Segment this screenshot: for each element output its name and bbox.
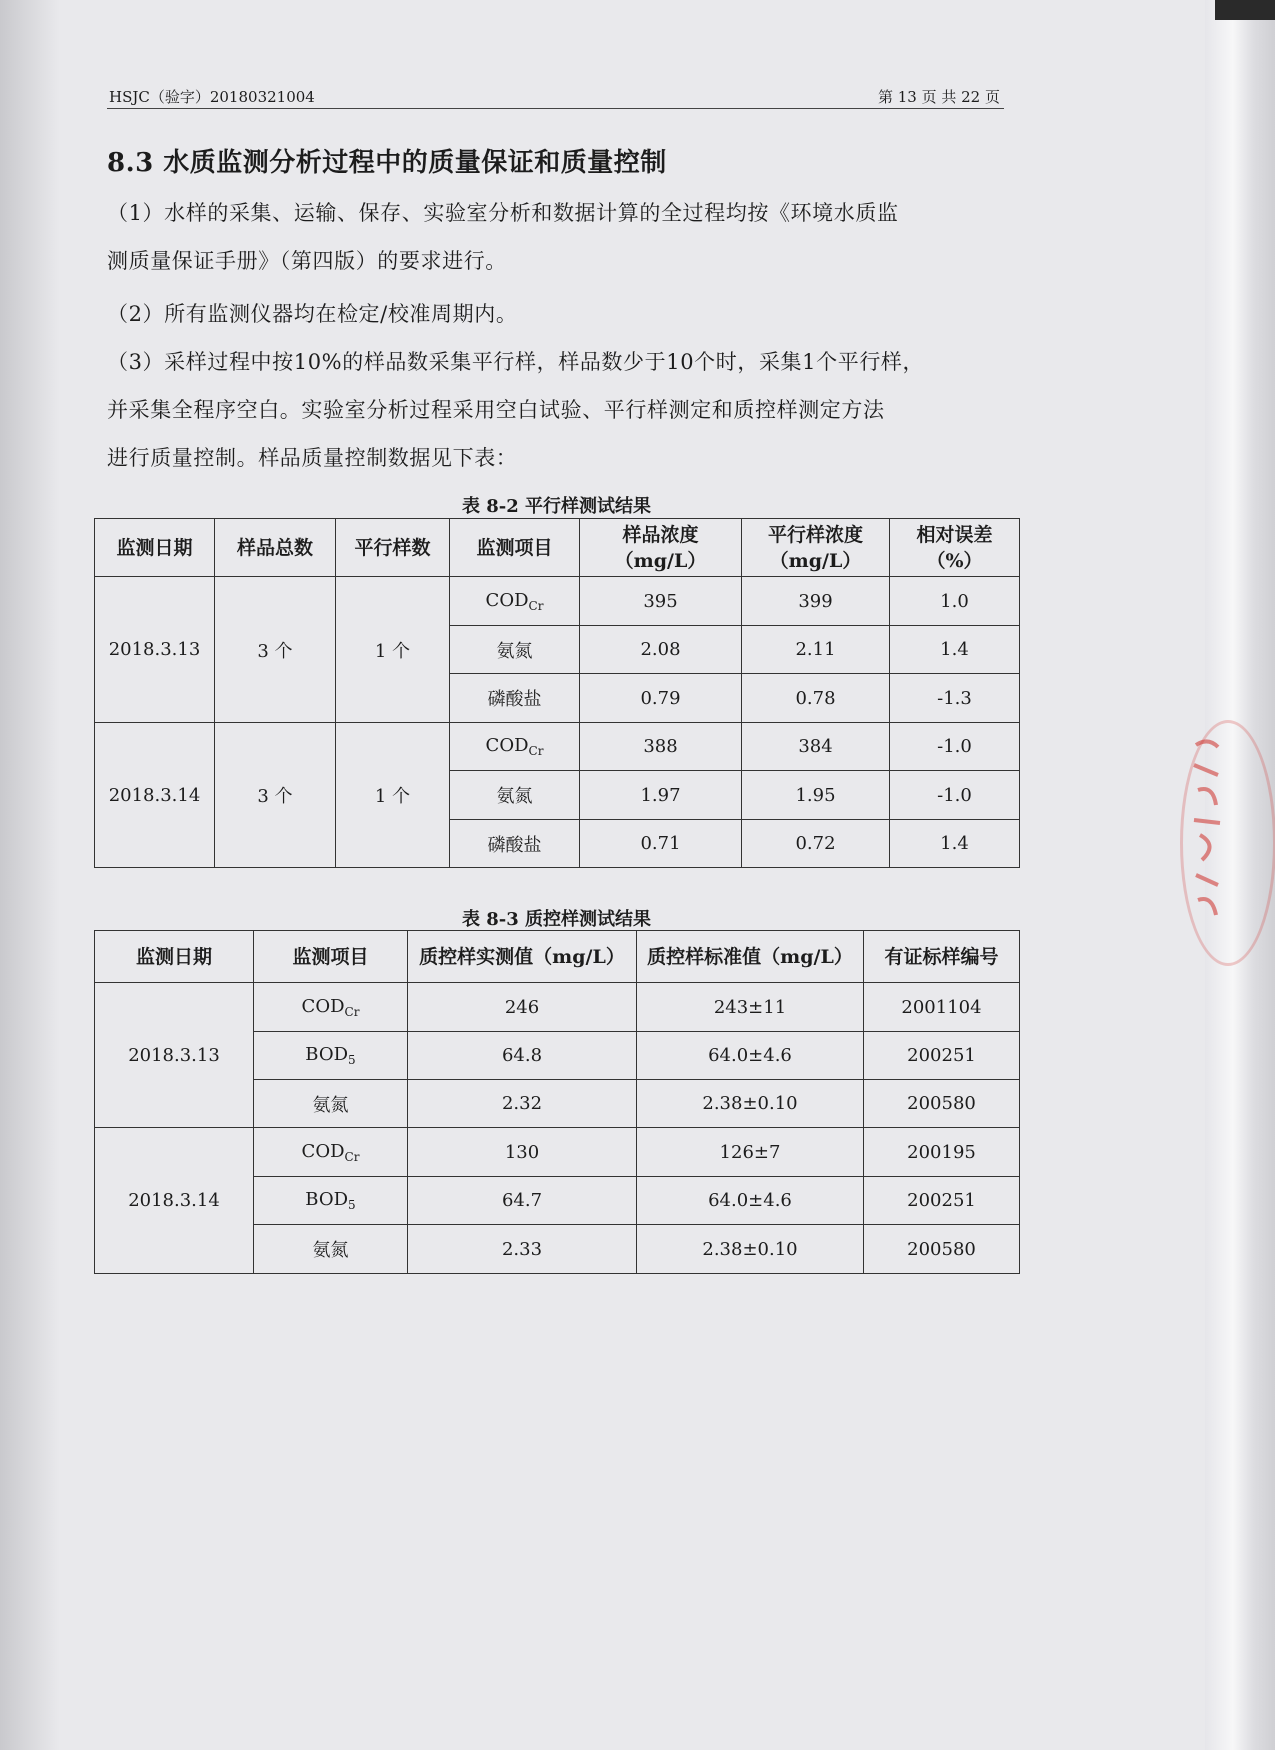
item-name: COD bbox=[301, 995, 345, 1017]
cell-item bbox=[254, 1080, 408, 1128]
cell-date: 2018.3.14 bbox=[95, 723, 215, 868]
item-name: 氨氮 bbox=[496, 786, 533, 807]
item-name: COD bbox=[485, 735, 529, 756]
cell-item bbox=[450, 674, 580, 723]
cell-item bbox=[254, 1177, 408, 1225]
cell-parallel-conc: 0.78 bbox=[742, 674, 890, 723]
cell-rel-error: -1.3 bbox=[890, 674, 1020, 723]
cell-item bbox=[450, 820, 580, 868]
cell-rel-error: -1.0 bbox=[890, 723, 1020, 771]
report-number: HSJC（验字）20180321004 bbox=[109, 88, 315, 106]
cell-sample-conc: 2.08 bbox=[580, 626, 742, 674]
cell-sample-conc: 0.71 bbox=[580, 820, 742, 868]
cell-sample-conc: 0.79 bbox=[580, 674, 742, 723]
page-header bbox=[107, 84, 1004, 109]
item-name: 氨氮 bbox=[312, 1094, 349, 1116]
cell-parallel-count: 1 个 bbox=[336, 723, 450, 868]
cell-parallel-conc: 2.11 bbox=[742, 626, 890, 674]
section-title: 8.3 水质监测分析过程中的质量保证和质量控制 bbox=[107, 148, 667, 178]
col-header-item: 监测项目 bbox=[450, 519, 580, 577]
col-header-date: 监测日期 bbox=[95, 931, 254, 983]
item-subscript: 5 bbox=[348, 1198, 356, 1212]
table-row bbox=[95, 723, 1020, 771]
item-name: BOD bbox=[305, 1044, 349, 1065]
cell-cert-no: 200251 bbox=[864, 1177, 1020, 1225]
col-header-cert-no: 有证标样编号 bbox=[864, 931, 1020, 983]
cell-sample-conc: 388 bbox=[580, 723, 742, 771]
cell-standard: 64.0±4.6 bbox=[637, 1177, 864, 1225]
cell-item bbox=[450, 723, 580, 771]
item-name: COD bbox=[301, 1140, 345, 1162]
cell-sample-conc: 1.97 bbox=[580, 771, 742, 820]
cell-standard: 64.0±4.6 bbox=[637, 1032, 864, 1080]
cell-date: 2018.3.13 bbox=[95, 577, 215, 723]
cell-item bbox=[450, 626, 580, 674]
paragraph-line: （1）水样的采集、运输、保存、实验室分析和数据计算的全过程均按《环境水质监 bbox=[107, 201, 899, 225]
item-name: 氨氮 bbox=[496, 640, 533, 662]
table-header-row bbox=[95, 519, 1020, 577]
col-header-item: 监测项目 bbox=[254, 931, 408, 983]
paragraph-line: 并采集全程序空白。实验室分析过程采用空白试验、平行样测定和质控样测定方法 bbox=[107, 398, 885, 422]
item-subscript: Cr bbox=[528, 744, 544, 758]
header-unit: （%） bbox=[926, 549, 983, 572]
cell-item bbox=[254, 1128, 408, 1177]
cell-date: 2018.3.14 bbox=[95, 1128, 254, 1274]
paragraph-2 bbox=[107, 290, 1012, 338]
cell-parallel-conc: 1.95 bbox=[742, 771, 890, 820]
paragraph-line: （3）采样过程中按10%的样品数采集平行样，样品数少于10个时，采集1个平行样， bbox=[107, 350, 925, 374]
paragraph-line: 测质量保证手册》（第四版）的要求进行。 bbox=[107, 249, 507, 273]
cell-standard: 2.38±0.10 bbox=[637, 1080, 864, 1128]
cell-measured: 2.32 bbox=[408, 1080, 637, 1128]
col-header-parallel-conc bbox=[742, 519, 890, 577]
seal-stamp-fragment bbox=[1188, 735, 1218, 948]
item-subscript: Cr bbox=[528, 598, 544, 613]
item-name: COD bbox=[485, 589, 529, 611]
col-header-sample-conc bbox=[580, 519, 742, 577]
cell-parallel-conc: 384 bbox=[742, 723, 890, 771]
cell-rel-error: 1.0 bbox=[890, 577, 1020, 626]
cell-measured: 130 bbox=[408, 1128, 637, 1177]
item-name: 磷酸盐 bbox=[487, 834, 542, 856]
table-row bbox=[95, 1128, 1020, 1177]
cell-cert-no: 200580 bbox=[864, 1225, 1020, 1274]
cell-measured: 246 bbox=[408, 983, 637, 1032]
paragraph-1 bbox=[107, 189, 1012, 285]
page-number: 第 13 页 共 22 页 bbox=[877, 88, 1000, 106]
cell-parallel-conc: 0.72 bbox=[742, 820, 890, 868]
col-header-date: 监测日期 bbox=[95, 519, 215, 577]
table-header-row bbox=[95, 931, 1020, 983]
cell-measured: 2.33 bbox=[408, 1225, 637, 1274]
cell-rel-error: 1.4 bbox=[890, 626, 1020, 674]
cell-standard: 2.38±0.10 bbox=[637, 1225, 864, 1274]
parallel-sample-table bbox=[94, 518, 1020, 868]
cell-total: 3 个 bbox=[215, 577, 336, 723]
col-header-total: 样品总数 bbox=[215, 519, 336, 577]
cell-cert-no: 200195 bbox=[864, 1128, 1020, 1177]
cell-parallel-conc: 399 bbox=[742, 577, 890, 626]
item-name: 磷酸盐 bbox=[487, 689, 542, 710]
cell-standard: 243±11 bbox=[637, 983, 864, 1032]
table-8-3-caption: 表 8-3 质控样测试结果 bbox=[461, 909, 652, 930]
col-header-measured: 质控样实测值（mg/L） bbox=[408, 931, 637, 983]
col-header-standard: 质控样标准值（mg/L） bbox=[637, 931, 864, 983]
cell-cert-no: 200251 bbox=[864, 1032, 1020, 1080]
table-row bbox=[95, 577, 1020, 626]
header-line: 样品浓度 bbox=[622, 523, 699, 546]
header-line: 相对误差 bbox=[916, 523, 993, 546]
paragraph-line: （2）所有监测仪器均在检定/校准周期内。 bbox=[107, 302, 518, 326]
cell-parallel-count: 1 个 bbox=[336, 577, 450, 723]
cell-item bbox=[254, 1032, 408, 1080]
header-line: 平行样浓度 bbox=[767, 523, 863, 546]
table-row bbox=[95, 983, 1020, 1032]
cell-item bbox=[254, 1225, 408, 1274]
cell-measured: 64.8 bbox=[408, 1032, 637, 1080]
scan-shadow-left bbox=[0, 0, 60, 1750]
cell-item bbox=[254, 983, 408, 1032]
cell-date: 2018.3.13 bbox=[95, 983, 254, 1128]
table-8-2-caption: 表 8-2 平行样测试结果 bbox=[461, 496, 652, 517]
paragraph-line: 进行质量控制。样品质量控制数据见下表： bbox=[107, 446, 518, 470]
cell-cert-no: 200580 bbox=[864, 1080, 1020, 1128]
item-subscript: Cr bbox=[344, 1149, 360, 1164]
item-name: BOD bbox=[305, 1189, 349, 1210]
cell-item bbox=[450, 577, 580, 626]
cell-sample-conc: 395 bbox=[580, 577, 742, 626]
header-unit: （mg/L） bbox=[614, 549, 707, 572]
cell-rel-error: 1.4 bbox=[890, 820, 1020, 868]
cell-cert-no: 2001104 bbox=[864, 983, 1020, 1032]
header-unit: （mg/L） bbox=[769, 549, 862, 572]
item-subscript: 5 bbox=[348, 1053, 356, 1067]
cell-total: 3 个 bbox=[215, 723, 336, 868]
cell-rel-error: -1.0 bbox=[890, 771, 1020, 820]
seal-fragment-icon bbox=[1188, 735, 1228, 935]
item-subscript: Cr bbox=[344, 1004, 360, 1019]
item-name: 氨氮 bbox=[312, 1240, 349, 1261]
col-header-parallel-count: 平行样数 bbox=[336, 519, 450, 577]
scan-corner bbox=[1215, 0, 1275, 20]
col-header-rel-error bbox=[890, 519, 1020, 577]
quality-control-table bbox=[94, 930, 1020, 1274]
cell-standard: 126±7 bbox=[637, 1128, 864, 1177]
cell-measured: 64.7 bbox=[408, 1177, 637, 1225]
paragraph-3 bbox=[107, 338, 1012, 482]
cell-item bbox=[450, 771, 580, 820]
